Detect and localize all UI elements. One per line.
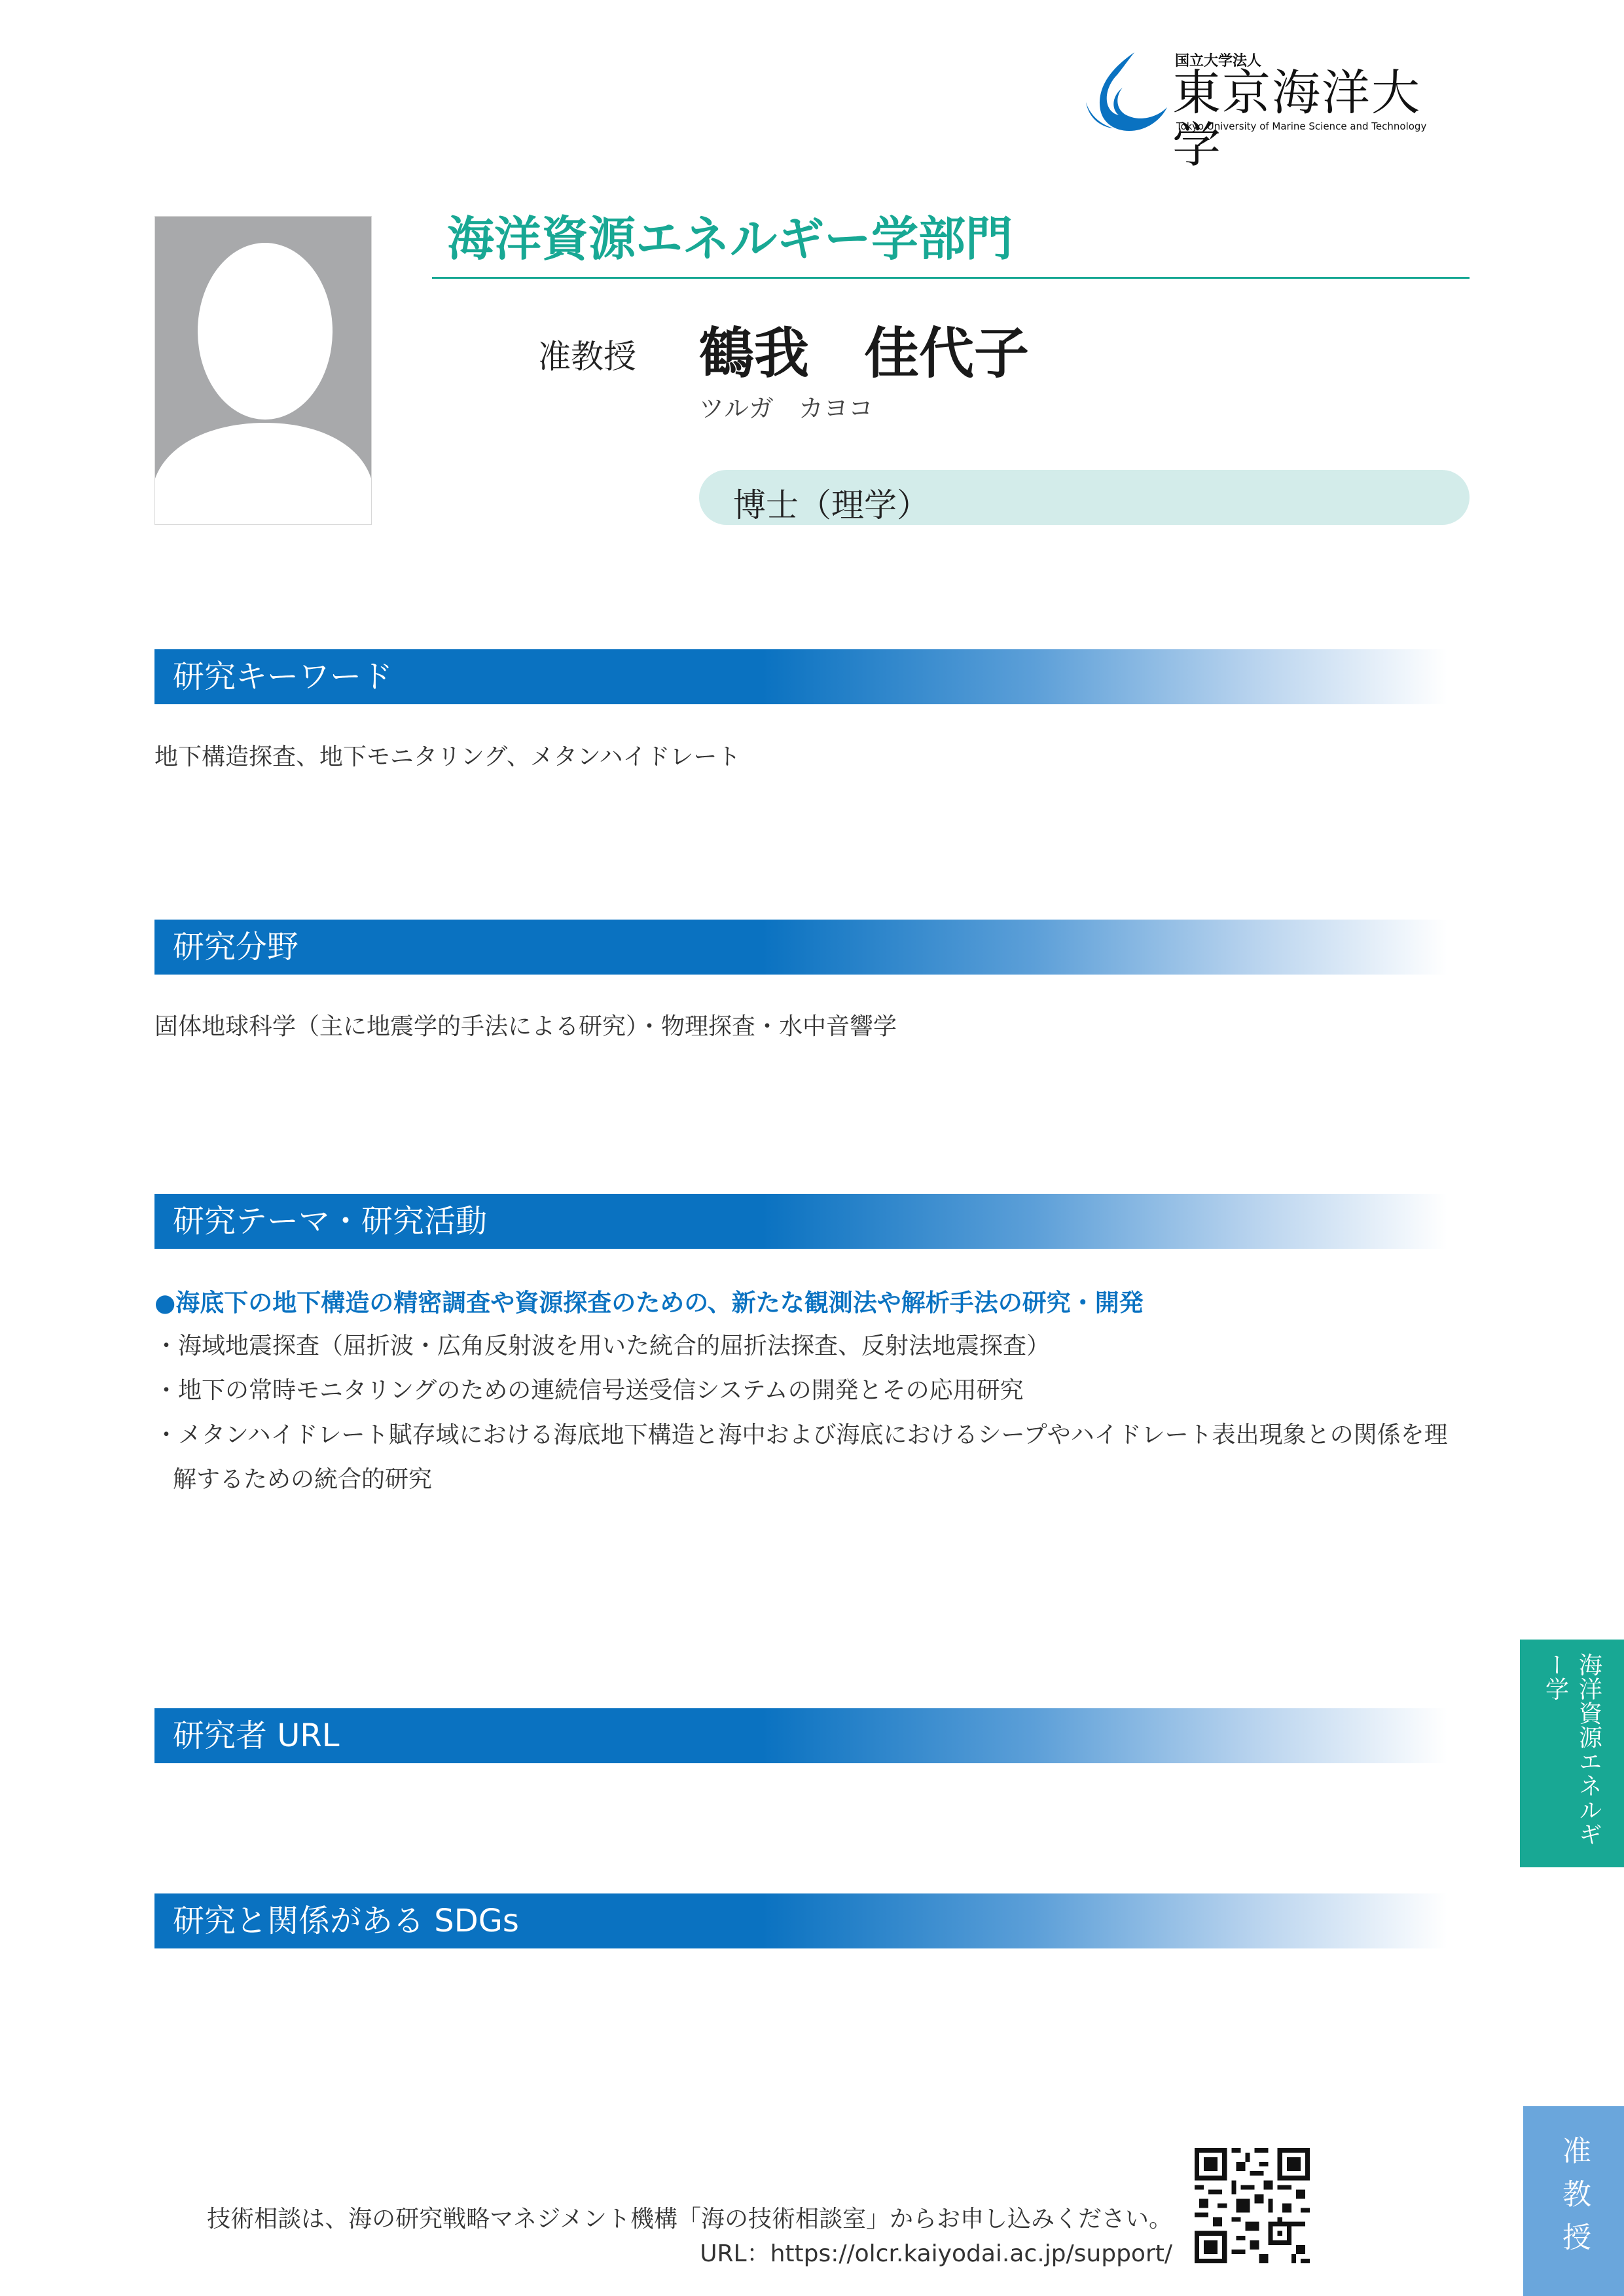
logo-small-text: 国立大学法人: [1175, 53, 1262, 69]
department-title: 海洋資源エネルギー学部門: [447, 211, 1013, 266]
list-item: ・海域地震探査（屈折波・広角反射波を用いた統合的屈折法探査、反射法地震探査）: [154, 1333, 1051, 1359]
keywords-heading: 研究キーワード: [173, 658, 393, 695]
url-heading: 研究者 URL: [173, 1717, 340, 1754]
person-silhouette-icon: [155, 217, 371, 524]
researcher-name-kana: ツルガ カヨコ: [699, 394, 874, 423]
department-side-tab: [1520, 1640, 1624, 1867]
degree-badge: [699, 470, 1470, 525]
rank-tab-label: 准教授: [1557, 2136, 1591, 2265]
side-tab-label: 海洋資源エネルギー学: [1542, 1653, 1602, 1846]
department-underline: [432, 277, 1470, 279]
logo-main-text: 東京海洋大学: [1172, 65, 1421, 173]
wave-logo-icon: [1083, 50, 1168, 135]
field-heading: 研究分野: [173, 929, 299, 965]
list-item: ・メタンハイドレート賦存域における海底地下構造と海中および海底におけるシープやハイドレート表出現象との関係を理解するための統合的研究: [154, 1422, 1448, 1493]
qr-code-icon[interactable]: [1195, 2148, 1310, 2263]
sdgs-section-bar: [154, 1893, 1447, 1948]
footer-consult-text: 技術相談は、海の研究戦略マネジメント機構「海の技術相談室」からお申し込みください。: [207, 2206, 1172, 2233]
degree-text: 博士（理学）: [733, 486, 929, 524]
portrait-placeholder: [154, 216, 372, 525]
list-item: ・地下の常時モニタリングのための連続信号送受信システムの開発とその応用研究: [154, 1377, 1024, 1404]
researcher-name: 鶴我 佳代子: [699, 321, 1030, 386]
url-section-bar: [154, 1708, 1447, 1763]
university-logo: [1083, 47, 1450, 173]
theme-lead: ●海底下の地下構造の精密調査や資源探査のための、新たな観測法や解析手法の研究・開発: [154, 1289, 1144, 1317]
theme-section-bar: [154, 1194, 1447, 1249]
academic-title: 准教授: [538, 338, 636, 376]
footer-url[interactable]: URL：https://olcr.kaiyodai.ac.jp/support/: [700, 2240, 1172, 2267]
field-section-bar: [154, 920, 1447, 975]
sdgs-heading: 研究と関係がある SDGs: [173, 1903, 519, 1939]
keywords-section-bar: [154, 649, 1447, 704]
field-text: 固体地球科学（主に地震学的手法による研究）・物理探査・水中音響学: [154, 1013, 897, 1040]
rank-side-tab: [1523, 2106, 1624, 2296]
theme-heading: 研究テーマ・研究活動: [173, 1203, 488, 1240]
logo-english-text: Tokyo University of Marine Science and Technology: [1176, 120, 1427, 132]
theme-list: [154, 1324, 1470, 1502]
keywords-text: 地下構造探査、地下モニタリング、メタンハイドレート: [154, 744, 741, 770]
